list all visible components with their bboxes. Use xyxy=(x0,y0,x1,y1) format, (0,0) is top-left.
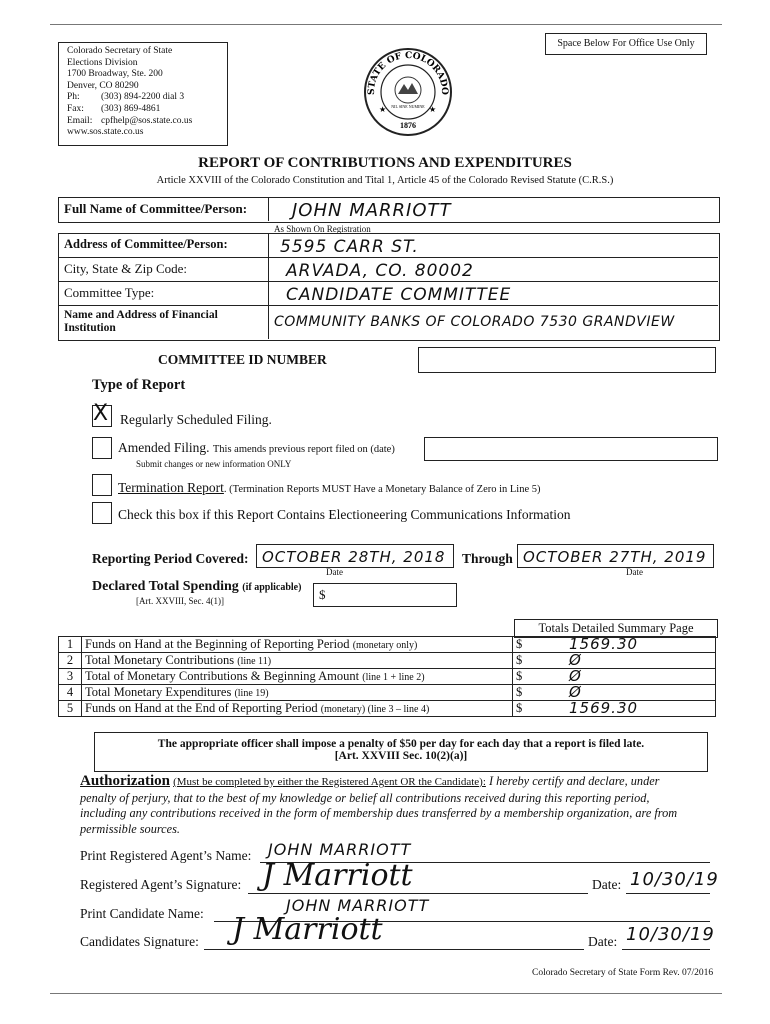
candidate-date-label: Date: xyxy=(588,934,618,949)
row-text: Funds on Hand at the Beginning of Reporting Period xyxy=(85,637,350,651)
termination-checkbox[interactable] xyxy=(92,474,112,496)
penalty-line: The appropriate officer shall impose a penalty of $50 per day for each day that a report is filed late. xyxy=(157,738,645,750)
row-description xyxy=(82,653,513,669)
termination-label xyxy=(118,480,541,496)
amount-value: Ø xyxy=(569,667,582,685)
candidate-sig-line xyxy=(204,949,584,950)
amount-value: Ø xyxy=(569,651,582,669)
amount-value: 1569.30 xyxy=(569,635,639,653)
agent-date-line xyxy=(626,893,710,894)
form-revision: Colorado Secretary of State Form Rev. 07/2016 xyxy=(532,968,714,978)
amended-label xyxy=(118,440,395,456)
penalty-box xyxy=(94,732,708,772)
fax-label: Fax: xyxy=(67,103,84,114)
bank-label xyxy=(64,309,218,335)
row-number: 1 xyxy=(59,637,82,653)
row-note: (line 19) xyxy=(234,688,269,699)
row-note: (monetary only) xyxy=(352,640,418,651)
row-amount[interactable] xyxy=(513,669,716,685)
registration-note: As Shown On Registration xyxy=(274,224,371,234)
candidate-name-value[interactable]: JOHN MARRIOTT xyxy=(286,896,430,915)
summary-table xyxy=(58,636,716,717)
address-line: Elections Division xyxy=(67,57,138,68)
committee-id-input[interactable] xyxy=(418,347,716,373)
agent-sig-line xyxy=(248,893,588,894)
svg-text:STATE OF COLORADO xyxy=(367,51,449,95)
dollar-sign: $ xyxy=(516,669,523,683)
row-note: (monetary) (line 3 – line 4) xyxy=(320,704,430,715)
spending-input[interactable] xyxy=(313,583,457,607)
bank-value[interactable]: COMMUNITY BANKS OF COLORADO 7530 GRANDVIEW xyxy=(274,314,675,330)
row-number: 4 xyxy=(59,685,82,701)
through-label: Through xyxy=(462,551,513,566)
period-to-value: OCTOBER 27TH, 2019 xyxy=(523,548,707,566)
authorization-body: penalty of perjury, that to the best of my knowledge or belief all contributions received during this reporting period, xyxy=(80,790,650,805)
email-value: cpfhelp@sos.state.co.us xyxy=(101,115,193,126)
agent-date-label: Date: xyxy=(592,877,622,892)
amended-checkbox[interactable] xyxy=(92,437,112,459)
summary-row xyxy=(59,637,716,653)
full-name-value[interactable]: JOHN MARRIOTT xyxy=(292,200,452,221)
email-line xyxy=(67,116,227,128)
authorization-paren: (Must be completed by either the Registered Agent OR the Candidate): xyxy=(173,776,486,788)
row-note: (line 1 + line 2) xyxy=(362,672,425,683)
to-date-caption: Date xyxy=(626,567,643,577)
spending-dollar: $ xyxy=(319,587,326,602)
row-text: Total Monetary Contributions xyxy=(85,653,235,667)
authorization-heading: Authorization xyxy=(80,773,170,789)
row-note: (line 11) xyxy=(237,656,272,667)
spending-text: Declared Total Spending xyxy=(92,579,239,594)
row-amount[interactable] xyxy=(513,637,716,653)
svg-text:★: ★ xyxy=(429,105,437,114)
amount-value: 1569.30 xyxy=(569,699,639,717)
page-subtitle: Article XXVIII of the Colorado Constitution and Tital 1, Article 45 of the Colorado Revised Statute (C.R.S.) xyxy=(156,175,614,186)
seal-year: 1876 xyxy=(400,121,416,130)
address-line: Denver, CO 80290 xyxy=(67,80,139,91)
city-label: City, State & Zip Code: xyxy=(64,261,188,276)
spending-suffix: (if applicable) xyxy=(242,582,302,593)
authorization-body: permissible sources. xyxy=(80,821,180,836)
summary-row xyxy=(59,653,716,669)
candidate-name-label: Print Candidate Name: xyxy=(80,906,204,921)
row-description xyxy=(82,701,513,717)
period-from-value: OCTOBER 28TH, 2018 xyxy=(262,548,446,566)
agent-date-value[interactable]: 10/30/19 xyxy=(630,869,719,890)
penalty-line: [Art. XXVIII Sec. 10(2)(a)] xyxy=(334,750,468,762)
row-description xyxy=(82,685,513,701)
amended-date-input[interactable] xyxy=(424,437,718,461)
spending-art: [Art. XXVIII, Sec. 4(1)] xyxy=(136,596,224,606)
website: www.sos.state.co.us xyxy=(67,127,144,138)
seal-top-text: STATE OF COLORADO xyxy=(366,50,450,96)
row-text: Total Monetary Expenditures xyxy=(85,685,232,699)
row-text: Funds on Hand at the End of Reporting Period xyxy=(85,701,318,715)
dollar-sign: $ xyxy=(516,653,523,667)
seal-motto: NIL SINE NUMINE xyxy=(391,104,425,109)
amended-note: This amends previous report filed on (date) xyxy=(212,444,395,455)
check-mark: X xyxy=(93,401,110,426)
agent-signature[interactable]: J Marriott xyxy=(262,858,413,893)
electioneering-checkbox[interactable] xyxy=(92,502,112,524)
authorization-text xyxy=(80,774,700,837)
address-line: 1700 Broadway, Ste. 200 xyxy=(67,69,163,80)
spending-label xyxy=(92,579,301,595)
regular-label: Regularly Scheduled Filing. xyxy=(120,412,272,427)
address-line: Colorado Secretary of State xyxy=(67,46,173,56)
phone-line xyxy=(67,92,227,104)
email-label: Email: xyxy=(67,115,93,126)
summary-header: Totals Detailed Summary Page xyxy=(514,619,718,638)
amended-text: Amended Filing. xyxy=(118,440,210,455)
svg-text:★: ★ xyxy=(379,105,387,114)
agent-name-value[interactable]: JOHN MARRIOTT xyxy=(268,840,412,859)
address-value[interactable]: 5595 CARR ST. xyxy=(280,237,419,257)
bank-label-line: Institution xyxy=(64,322,116,334)
amended-sub-note: Submit changes or new information ONLY xyxy=(136,459,292,469)
fax-value: (303) 869-4861 xyxy=(101,103,161,114)
row-description xyxy=(82,637,513,653)
candidate-sig-label: Candidates Signature: xyxy=(80,934,199,949)
row-amount[interactable] xyxy=(513,701,716,717)
candidate-date-value[interactable]: 10/30/19 xyxy=(626,924,715,945)
full-name-label: Full Name of Committee/Person: xyxy=(64,201,248,216)
row-number: 5 xyxy=(59,701,82,717)
row-number: 2 xyxy=(59,653,82,669)
office-use-box: Space Below For Office Use Only xyxy=(545,33,707,55)
amount-value: Ø xyxy=(569,683,582,701)
termination-note: . (Termination Reports MUST Have a Monetary Balance of Zero in Line 5) xyxy=(223,484,541,495)
agent-sig-label: Registered Agent’s Signature: xyxy=(80,877,242,892)
page-title: REPORT OF CONTRIBUTIONS AND EXPENDITURES xyxy=(198,155,572,171)
from-date-caption: Date xyxy=(326,567,343,577)
row-text: Total of Monetary Contributions & Beginning Amount xyxy=(85,669,360,683)
sos-address-box xyxy=(58,42,228,146)
regular-checkbox[interactable] xyxy=(92,401,112,427)
authorization-body: including any contributions received in the form of membership dues transferred by a membership organization, are from xyxy=(80,806,678,820)
period-label: Reporting Period Covered: xyxy=(92,551,249,566)
state-seal xyxy=(362,46,454,138)
report-type-heading: Type of Report xyxy=(92,377,186,393)
city-value[interactable]: ARVADA, CO. 80002 xyxy=(286,261,474,281)
committee-type-label: Committee Type: xyxy=(64,285,155,300)
phone-value: (303) 894-2200 dial 3 xyxy=(101,92,185,103)
authorization-body: I hereby certify and declare, under xyxy=(488,774,660,788)
row-amount[interactable] xyxy=(513,653,716,669)
dollar-sign: $ xyxy=(516,701,523,715)
committee-id-label: COMMITTEE ID NUMBER xyxy=(158,352,327,367)
summary-row xyxy=(59,701,716,717)
dollar-sign: $ xyxy=(516,685,523,699)
fax-line xyxy=(67,104,227,116)
address-label: Address of Committee/Person: xyxy=(64,237,228,251)
summary-row xyxy=(59,669,716,685)
row-description xyxy=(82,669,513,685)
candidate-date-line xyxy=(622,949,710,950)
termination-text: Termination Report xyxy=(118,480,224,495)
bank-label-line: Name and Address of Financial xyxy=(64,309,218,321)
candidate-signature[interactable]: J Marriott xyxy=(232,912,383,947)
committee-type-value[interactable]: CANDIDATE COMMITTEE xyxy=(286,285,512,305)
agent-name-label: Print Registered Agent’s Name: xyxy=(80,848,252,863)
dollar-sign: $ xyxy=(516,637,523,651)
row-number: 3 xyxy=(59,669,82,685)
electioneering-label: Check this box if this Report Contains Electioneering Communications Information xyxy=(118,507,571,522)
phone-label: Ph: xyxy=(67,92,80,103)
